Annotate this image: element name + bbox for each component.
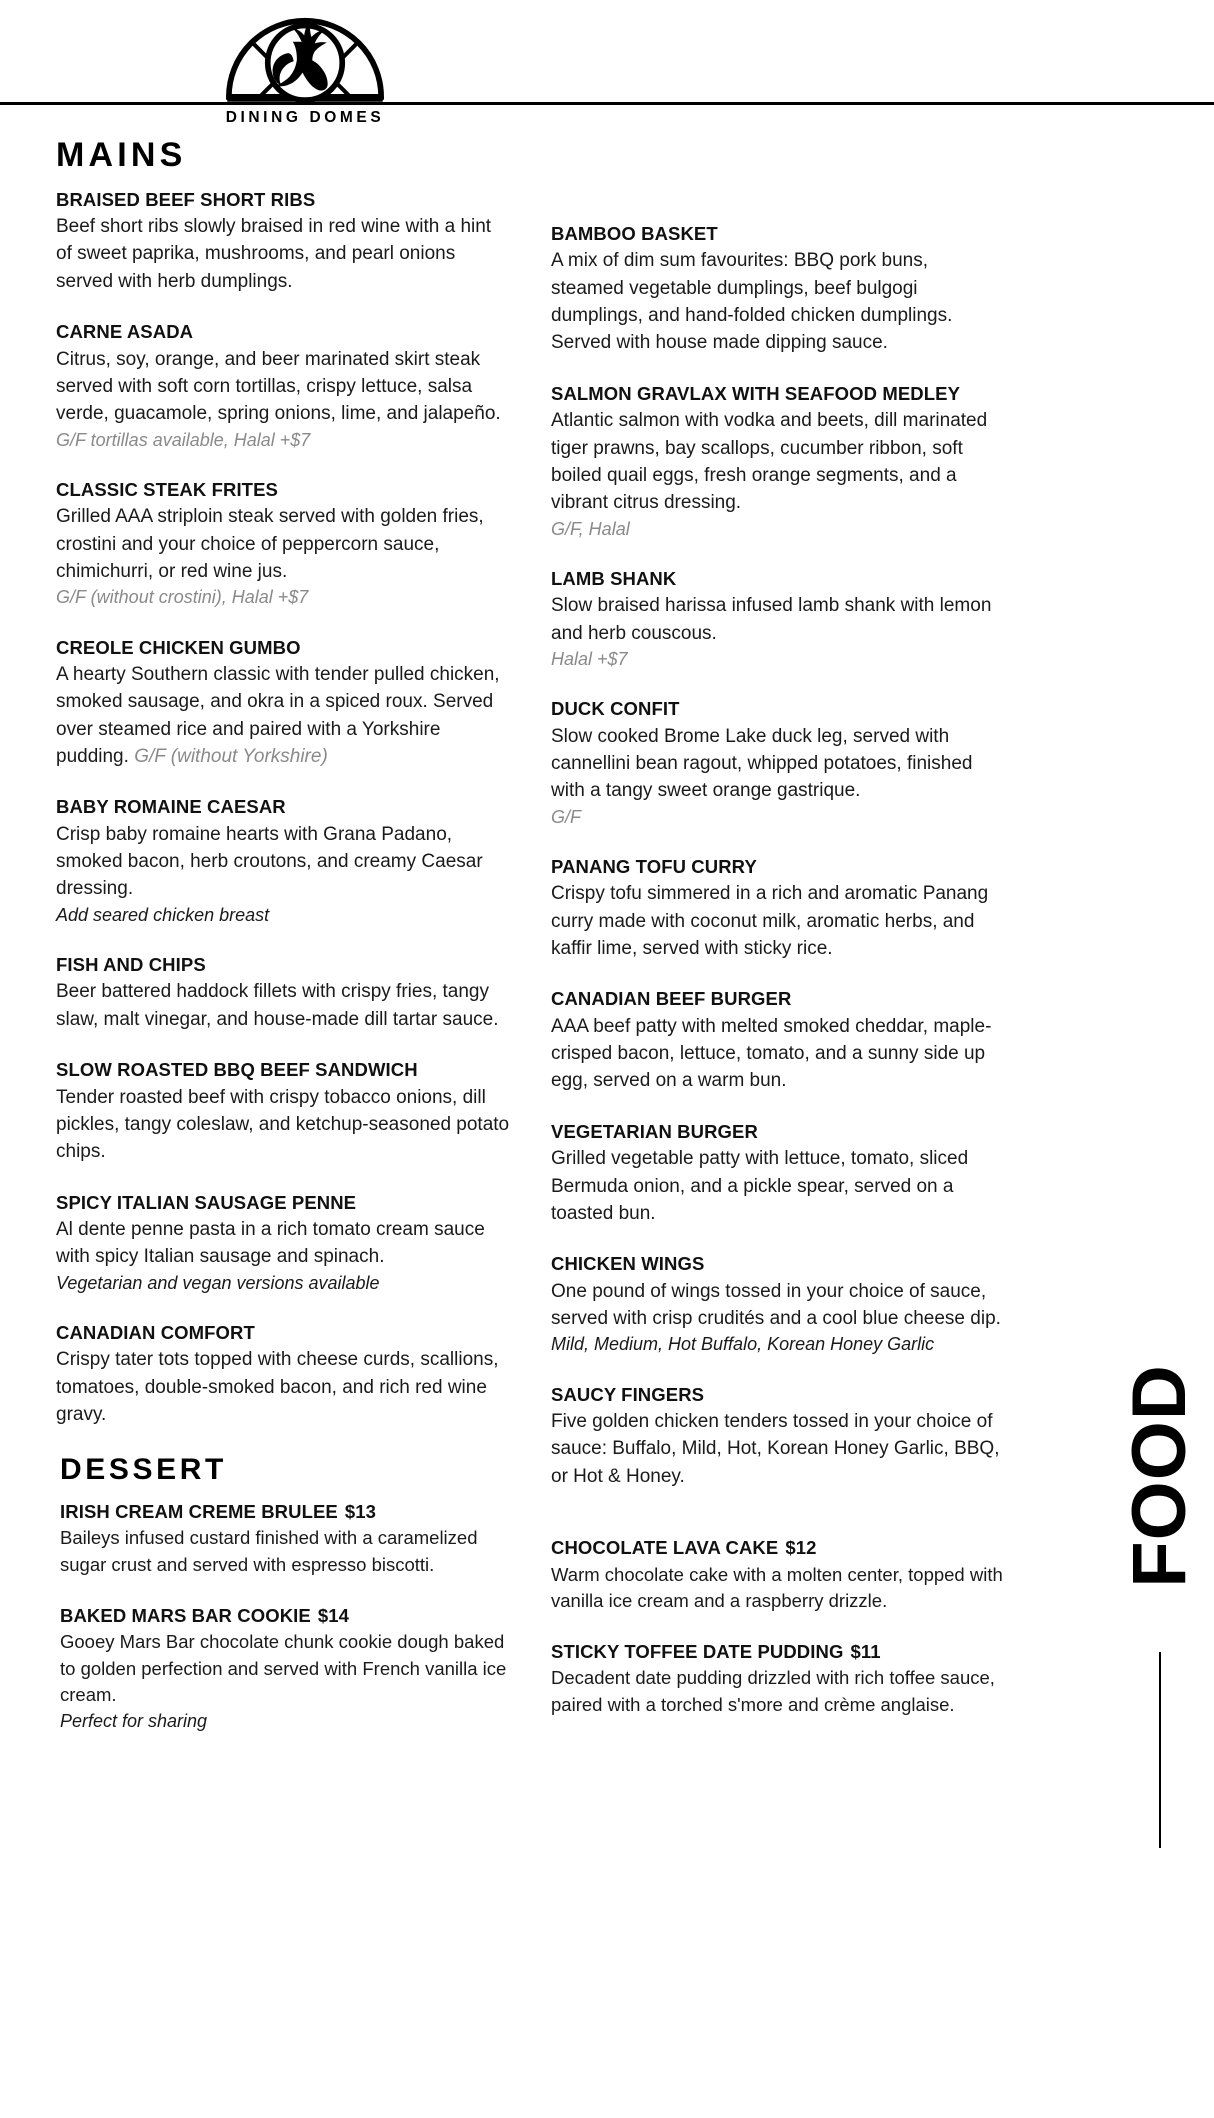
menu-item [551,1536,1006,1615]
menu-item [551,222,1006,357]
menu-item-description-text: Citrus, soy, orange, and beer marinated skirt steak served with soft corn tortillas, crispy lettuce, salsa verde, guacamole, spring onions, lime, and jalapeño. [56,348,501,425]
menu-item-description-text: Decadent date pudding drizzled with rich toffee sauce, paired with a torched s'more and crème anglaise. [551,1667,995,1715]
menu-item-name: IRISH CREAM CREME BRULEE $13 [60,1500,377,1522]
menu-item-description-text: One pound of wings tossed in your choice of sauce, served with crisp crudités and a cool blue cheese dip. [551,1280,1001,1330]
menu-item-description-text: Gooey Mars Bar chocolate chunk cookie dough baked to golden perfection and served with French vanilla ice cream. [60,1631,507,1706]
menu-item-name: CANADIAN COMFORT [56,1321,255,1343]
brand-logo [205,14,405,127]
menu-item-name: SAUCY FINGERS [551,1383,705,1405]
menu-item [551,855,1006,962]
menu-item-price: $13 [344,1500,377,1522]
menu-item-name: CREOLE CHICKEN GUMBO [56,636,301,658]
right-dessert-spacer [551,1490,1006,1536]
mains-right-list [551,222,1006,1490]
menu-item [56,188,511,295]
menu-item-description-text: Five golden chicken tenders tossed in your choice of sauce: Buffalo, Mild, Hot, Korean Honey Garlic, BBQ, or Hot & Honey. [551,1411,1000,1487]
menu-item-description-text: Warm chocolate cake with a molten center, topped with vanilla ice cream and a raspberry drizzle. [551,1563,1003,1612]
menu-item-description [551,1408,1006,1490]
section-title-dessert: DESSERT [60,1453,227,1487]
menu-item-name: CHOCOLATE LAVA CAKE $12 [551,1537,817,1559]
menu-item-description [56,1084,511,1166]
brand-wordmark: DINING DOMES [225,109,385,126]
menu-item-name: SPICY ITALIAN SAUSAGE PENNE [56,1191,357,1213]
menu-item-name: LAMB SHANK [551,567,677,589]
menu-item-dietary-note: Perfect for sharing [60,1710,208,1731]
menu-item-description-text: A hearty Southern classic with tender pulled chicken, smoked sausage, and okra in a spiced roux. Served over steamed rice and paired with a Yorkshire pudding. [56,663,500,767]
menu-item [56,478,511,611]
menu-item-name: PANANG TOFU CURRY [551,855,757,877]
section-title-mains: MAINS [56,136,187,174]
dessert-left-list [56,1500,511,1734]
menu-item-description-text: Tender roasted beef with crispy tobacco onions, dill pickles, tangy coleslaw, and ketchup-seasoned potato chips. [56,1086,510,1163]
menu-item-description-text: Slow cooked Brome Lake duck leg, served with cannellini bean ragout, whipped potatoes, finished with a tangy sweet orange gastrique. [551,725,973,802]
menu-item-description [56,503,511,585]
menu-item-description-text: Beer battered haddock fillets with crispy fries, tangy slaw, malt vinegar, and house-made dill tartar sauce. [56,981,499,1030]
menu-item-name: SALMON GRAVLAX WITH SEAFOOD MEDLEY [551,382,961,404]
menu-item-description [56,346,511,428]
menu-item-dietary-note: G/F tortillas available, Halal +$7 [56,429,311,450]
menu-item-dietary-note: Vegetarian and vegan versions available [56,1272,380,1293]
menu-item-description-text: Baileys infused custard finished with a caramelized sugar crust and served with espresso biscotti. [60,1527,478,1575]
side-label-group [1112,1318,1208,2118]
menu-item [551,382,1006,542]
menu-item-description [551,247,1006,356]
menu-item-name: CHICKEN WINGS [551,1253,705,1275]
menu-item-name: FISH AND CHIPS [56,954,206,976]
side-label-food: FOOD [1117,1364,1203,1588]
menu-item-name: CANADIAN BEEF BURGER [551,988,792,1010]
menu-item-description [56,1216,511,1271]
dome-deer-logo-icon [224,14,386,102]
menu-item-description-text: Beef short ribs slowly braised in red wine with a hint of sweet paprika, mushrooms, and pearl onions served with herb dumplings. [56,216,492,292]
menu-item-description [60,1525,511,1578]
menu-item-description [551,723,1006,805]
menu-item-name: DUCK CONFIT [551,698,680,720]
menu-item-dietary-note-inline: G/F (without Yorkshire) [134,746,328,767]
menu-item [551,1640,1006,1719]
menu-item-description [56,1346,511,1428]
menu-item-description [551,1278,1006,1333]
menu-item-description [56,978,511,1033]
menu-item [56,636,511,771]
menu-item-description [56,661,511,770]
side-label-rule [1159,1652,1161,1848]
left-column [56,138,511,1734]
menu-item-name: VEGETARIAN BURGER [551,1120,758,1142]
menu-item-name: BRAISED BEEF SHORT RIBS [56,188,316,210]
mains-left-list [56,188,511,1429]
menu-item [551,1383,1006,1490]
menu-item [56,1191,511,1296]
right-column [551,138,1006,1718]
menu-item-price: $14 [317,1604,350,1626]
menu-item [56,1604,511,1734]
menu-item-description-text: A mix of dim sum favourites: BBQ pork buns, steamed vegetable dumplings, beef bulgogi dumplings, and hand-folded chicken dumplings. Served with house made dipping sauce. [551,250,953,354]
menu-item-name: BAKED MARS BAR COOKIE $14 [60,1604,350,1626]
menu-item [56,1058,511,1165]
menu-sheet [0,138,1214,1734]
menu-item-description-text: Grilled AAA striploin steak served with golden fries, crostini and your choice of peppercorn sauce, chimichurri, or red wine jus. [56,506,484,582]
menu-item [551,567,1006,672]
menu-item-description-text: Crisp baby romaine hearts with Grana Padano, smoked bacon, herb croutons, and creamy Caesar dressing. [56,823,483,900]
menu-item-description-text: Crispy tater tots topped with cheese curds, scallions, tomatoes, double-smoked bacon, and rich red wine gravy. [56,1349,499,1426]
menu-item-description-text: Atlantic salmon with vodka and beets, dill marinated tiger prawns, bay scallops, cucumber ribbon, soft boiled quail eggs, fresh orange segments, and a vibrant citrus dressing. [551,410,988,514]
menu-item-dietary-note: G/F (without crostini), Halal +$7 [56,587,309,608]
menu-item-dietary-note: Add seared chicken breast [56,904,270,925]
menu-item-description [551,407,1006,516]
page-header [0,0,1214,138]
right-column-top-spacer [551,138,1006,222]
menu-item [56,1500,511,1579]
menu-item-description [551,1665,1006,1718]
menu-columns [0,138,1214,1734]
menu-item-description [56,821,511,903]
menu-item-description-text: AAA beef patty with melted smoked cheddar, maple-crisped bacon, lettuce, tomato, and a sunny side up egg, served on a warm bun. [551,1015,992,1092]
menu-item [56,953,511,1033]
menu-item-description [551,880,1006,962]
menu-item-description-text: Grilled vegetable patty with lettuce, tomato, sliced Bermuda onion, and a pickle spear, served on a toasted bun. [551,1148,969,1224]
menu-item-description [551,1145,1006,1227]
menu-item-dietary-note: G/F, Halal [551,518,630,539]
menu-item [56,320,511,453]
menu-item-description [551,592,1006,647]
menu-item-description-text: Crispy tofu simmered in a rich and aromatic Panang curry made with coconut milk, aromatic herbs, and kaffir lime, served with sticky rice. [551,883,989,959]
menu-item-dietary-note: G/F [551,806,581,827]
menu-item-dietary-note: Halal +$7 [551,649,628,669]
menu-item-description-text: Al dente penne pasta in a rich tomato cream sauce with spicy Italian sausage and spinach. [56,1219,485,1268]
menu-item-price: $11 [850,1640,881,1662]
menu-item [551,697,1006,830]
menu-item [551,987,1006,1094]
menu-item-name: BAMBOO BASKET [551,223,718,244]
menu-item-dietary-note: Mild, Medium, Hot Buffalo, Korean Honey Garlic [551,1334,935,1355]
menu-item-price: $12 [785,1537,817,1559]
dessert-right-list [551,1536,1006,1718]
menu-item [551,1120,1006,1227]
menu-item [56,1321,511,1428]
header-divider [0,102,1214,105]
menu-item-description-text: Slow braised harissa infused lamb shank with lemon and herb couscous. [551,595,992,644]
menu-item-name: CLASSIC STEAK FRITES [56,478,278,500]
menu-item-description [56,213,511,295]
menu-item-name: CARNE ASADA [56,321,194,343]
menu-item-description [551,1013,1006,1095]
menu-item-description [60,1629,511,1709]
menu-item [551,1252,1006,1357]
menu-item [56,795,511,928]
menu-item-name: SLOW ROASTED BBQ BEEF SANDWICH [56,1059,418,1081]
menu-item-name: STICKY TOFFEE DATE PUDDING $11 [551,1640,881,1662]
menu-item-name: BABY ROMAINE CAESAR [56,796,286,818]
menu-item-description [551,1562,1006,1615]
